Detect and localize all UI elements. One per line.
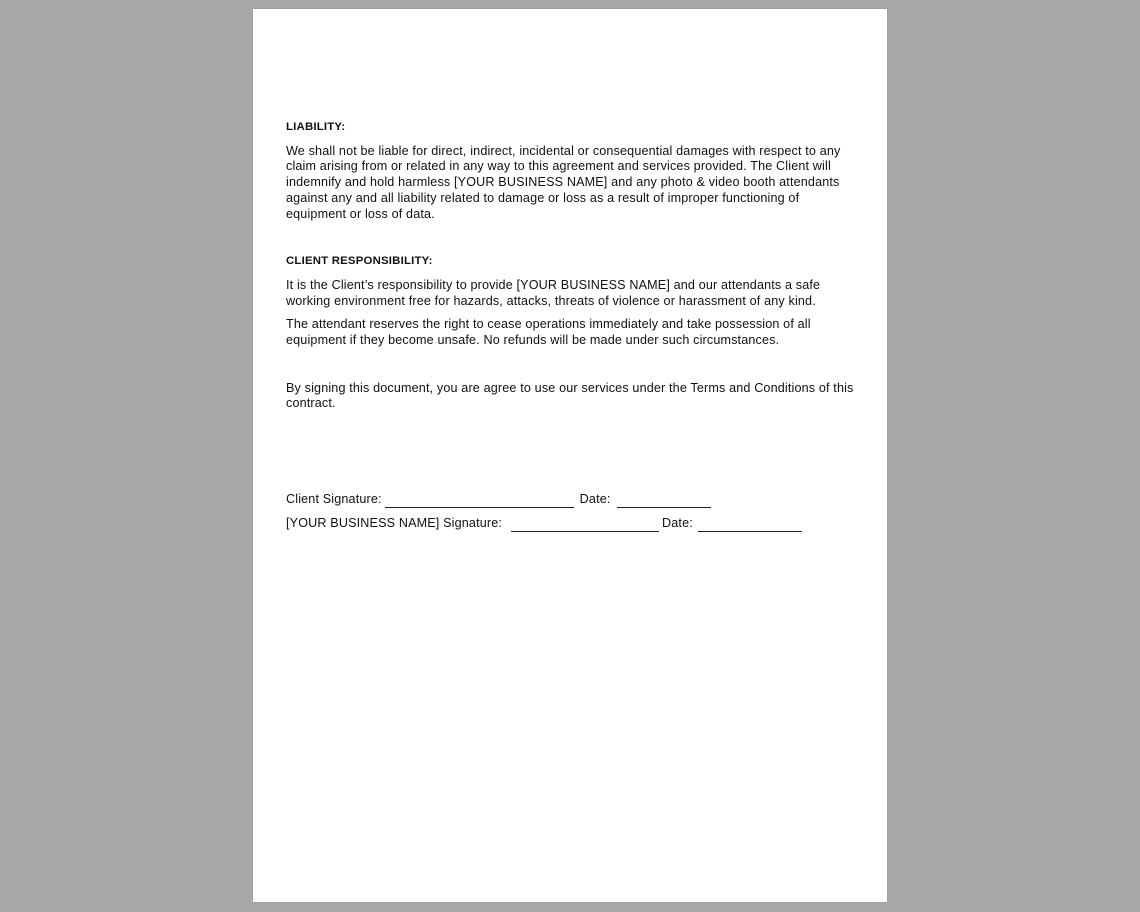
liability-paragraph: We shall not be liable for direct, indirect, incidental or consequential damages with respect to any claim arising from or related in any way to this agreement and services provided. The Client will indemnify and hold harmless [YOUR BUSINESS NAME] and any photo & video booth attendants against any and all liability related to damage or loss as a result of improper functioning of equipment or loss of data. <box>286 143 841 221</box>
business-signature-label: [YOUR BUSINESS NAME] Signature: <box>286 516 503 531</box>
client-date-label: Date: <box>579 492 611 507</box>
business-signature-row <box>286 516 854 532</box>
client-signature-line[interactable] <box>385 495 574 508</box>
document-content <box>286 120 854 532</box>
agreement-text: By signing this document, you are agree to use our services under the Terms and Conditions of this contract. <box>286 380 854 411</box>
client-responsibility-paragraph-1: It is the Client’s responsibility to provide [YOUR BUSINESS NAME] and our attendants a safe working environment free for hazards, attacks, threats of violence or harassment of any kind. <box>286 277 821 308</box>
business-date-label: Date: <box>662 516 693 531</box>
business-signature-line[interactable] <box>511 519 659 532</box>
business-date-line[interactable] <box>698 519 802 532</box>
document-page <box>253 9 887 902</box>
client-responsibility-heading: CLIENT RESPONSIBILITY: <box>286 255 433 268</box>
client-responsibility-paragraph-2: The attendant reserves the right to cease operations immediately and take possession of all equipment if they become unsafe. No refunds will be made under such circumstances. <box>286 317 811 348</box>
liability-heading: LIABILITY: <box>286 121 346 133</box>
client-signature-label: Client Signature: <box>286 492 382 507</box>
client-signature-row <box>286 492 854 508</box>
client-date-line[interactable] <box>617 495 711 508</box>
